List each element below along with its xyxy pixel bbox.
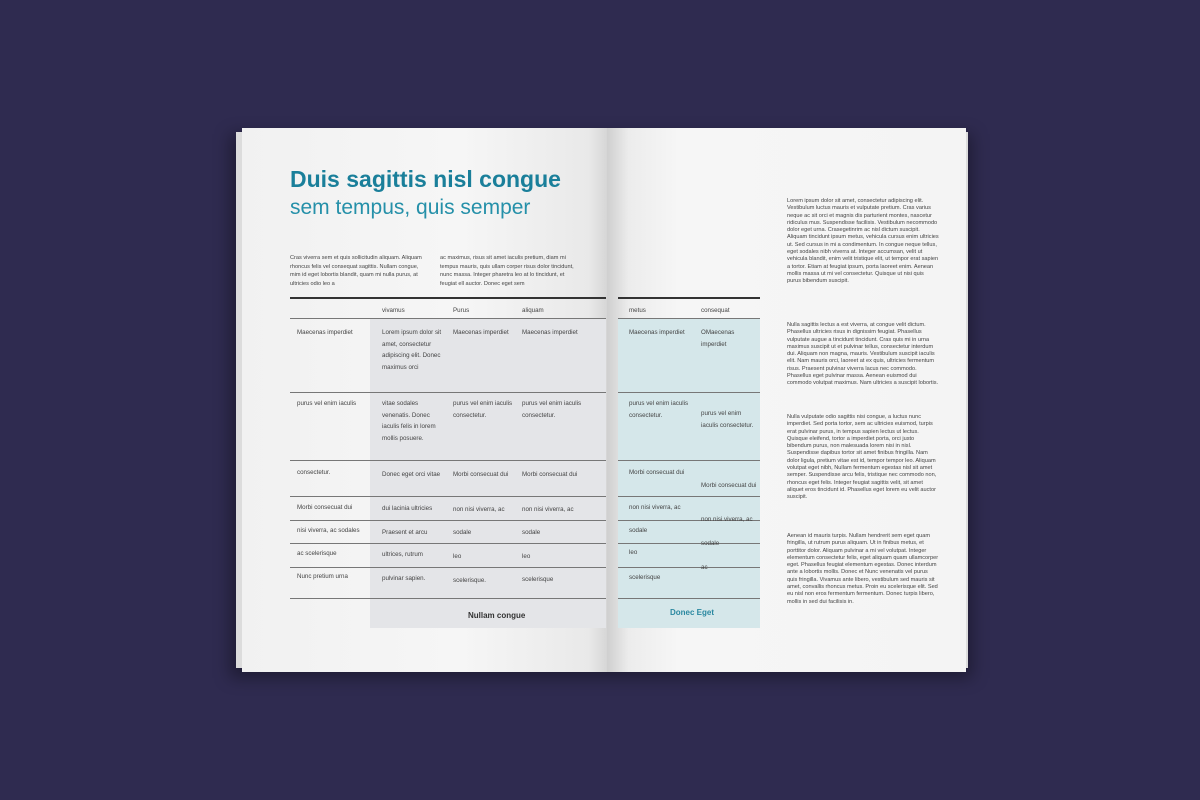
body-text-paragraph: Aenean id mauris turpis. Nullam hendrerit sem eget quam fringilla, ut rutrum purus aliquam. Ut in finibus metus, et porttitor dolor. Aliquam pulvinar a mi vel volutpat. Integer elementum consectetur felis, eget aliquam quam ullamcorper eget. Phasellus feugiat elementum egestas. Donec interdum ante a lobortis mollis. Donec et Nunc venenatis vel purus quis fringilla. Vivamus ante libero, vestibulum sed mauris sit amet, convallis rhoncus metus. Proin eu scelerisque elit. Sed eu nisl non eros fermentum fermentum. Donec turpis libero, mollis in sed dui facilisis in.	[787, 533, 939, 605]
table-cell: Maecenas imperdiet	[629, 329, 685, 336]
body-text-paragraph: Nulla vulputate odio sagittis nisi congue, a luctus nunc imperdiet. Sed porta tortor, sem ac ultricies euismod, turpis erat pulvinar purus, in tempus sapien lectus ut lectus. Quisque eleifend, tortor a imperdiet porta, orci justo bibendum purus, non malesuada lorem nisi in nisl. Suspendisse dapibus tortor sit amet finibus fringilla. Nam dolor ligula, pretium vitae est id, tempor tempor leo. Aliquam volutpat eget nibh, Nullam fermentum egestas nisl sit amet semper. Suspendisse arcu felis, tristique nec commodo non, rhoncus eget felis. Integer feugiat sagittis velit, sit amet aliquet eros tincidunt id. Phasellus eget lorem eu velit auctor suscipit.	[787, 414, 937, 501]
table-cell: sodale	[629, 527, 648, 534]
row-rule	[618, 496, 760, 497]
row-rule	[618, 392, 760, 393]
table-cell: dui lacinia ultricies	[382, 505, 433, 512]
column-header: vivamus	[382, 307, 405, 314]
table-cell: non nisi viverra, ac	[522, 506, 574, 513]
table-top-rule-left	[290, 297, 606, 299]
table-cell: ultrices, rutrum	[382, 551, 423, 558]
table-cell: Praesent et arcu	[382, 529, 428, 536]
row-rule	[290, 496, 606, 497]
table-cell: OMaecenas imperdiet	[701, 329, 735, 348]
column-header: metus	[629, 307, 646, 314]
table-top-rule-right	[618, 297, 760, 299]
table-cell: sodale	[701, 540, 720, 547]
table-cell: leo	[629, 549, 638, 556]
column-header: Purus	[453, 307, 470, 314]
table-cell: pulvinar sapien.	[382, 575, 426, 582]
body-text-paragraph: Lorem ipsum dolor sit amet, consectetur adipiscing elit. Vestibulum luctus mauris et vulputate pretium. Cras varius neque ac sit orci et magnis dis parturient montes, nascetur ridiculus mus. Suspendisse facilisis. Vestibulum necommodo dolor eget urna. Crasegetinrim ac nisl dictum suscipit. Aliquam tincidunt ipsum metus, vehicula cursus enim ultricies ut. Sed cursus in mi a condimentum. In congue neque tellus, eget sodales nibh viverra at. Integer accumsan, velit ut vehicula blandit, enim velit tristique elit, ut tempor erat sapien a tortor. Etiam at feugiat ipsum, porta laoreet enim. Aenean mollis massa ut mi vel consectetur. Quisque ut nisi quis purus bibendum suscipit.	[787, 198, 939, 285]
intro-paragraph-1: Cras viverra sem et quis sollicitudin aliquam. Aliquam rhoncus felis vel consequat sagittis. Nullam congue, mim id eget lobortis blandit, quam mi nulla purus, at ultricies odio leo a	[290, 255, 422, 287]
table-cell: non nisi viverra, ac	[629, 504, 681, 511]
table-cell: purus vel enim iaculis consectetur.	[522, 400, 582, 419]
intro-paragraph-2: ac maximus, risus sit amet iaculis pretium, diam mi tempus mauris, quis ullam corper risus dolor tincidunt, nunc massa. Integer pharetra leo at lo tincidunt, et feugiat ell auctor. Donec eget sem	[440, 255, 574, 287]
row-label: consectetur.	[297, 469, 331, 476]
table-cell: Morbi consecuat dui	[629, 469, 685, 476]
table-cell: purus vel enim iaculis consectetur.	[453, 400, 513, 419]
row-label: nisi viverra, ac sodales	[297, 527, 360, 534]
row-rule	[290, 598, 606, 599]
table-cell: Lorem ipsum dolor sit amet, consectetur adipiscing elit. Donec maximus orci	[382, 329, 442, 371]
table-cell: sodale	[522, 529, 541, 536]
table-cell: Morbi consecuat dui	[701, 482, 757, 489]
row-rule	[618, 460, 760, 461]
row-rule	[290, 567, 606, 568]
table-cell: leo	[453, 553, 462, 560]
body-text-paragraph: Nulla sagittis lectus a est viverra, at congue velit dictum. Phasellus ultricies risus in dignissim feugiat. Phasellus vulputate augue a tincidunt tincidunt. Cras quis mi in urna maximus suscipit ut et pulvinar tellus, consectetur interdum dui. Aliquam non magna, mauris. Vestibulum suscipit iaculis elit. Nam mauris orci, laoreet at ex quis, ultricies fermentum risus. Praesent pulvinar viverra lacus nec commodo. Phasellus eget pulvinar massa. Aenean euismod dui commodo volutpat maximus. Nam ultricies a suscipit lobortis.	[787, 322, 939, 387]
row-rule	[290, 460, 606, 461]
table-cell: ac	[701, 564, 708, 571]
table-cell: sodale	[453, 529, 472, 536]
table-cell: purus vel enim iaculis consectetur.	[701, 410, 754, 429]
heading-line-2: sem tempus, quis semper	[290, 196, 531, 219]
table-cell: non nisi viverra, ac	[701, 516, 753, 523]
blue-column-label: Donec Eget	[670, 608, 715, 617]
table-cell: Donec eget orci vitae	[382, 471, 441, 478]
table-cell: Morbi consecuat dui	[522, 471, 578, 478]
row-label: purus vel enim iaculis	[297, 400, 357, 407]
table-cell: scelerisque	[629, 574, 661, 581]
row-rule	[290, 392, 606, 393]
row-label: ac scelerisque	[297, 550, 337, 557]
table-cell: non nisi viverra, ac	[453, 506, 505, 513]
row-label: Nunc pretium urna	[297, 573, 348, 580]
header-rule-right	[618, 318, 760, 319]
table-cell: scelerisque.	[453, 577, 487, 584]
table-cell: scelerisque	[522, 576, 554, 583]
table-cell: leo	[522, 553, 531, 560]
row-rule	[290, 520, 606, 521]
heading-line-1: Duis sagittis nisl congue	[290, 166, 561, 192]
grey-column-label: Nullam congue	[468, 611, 526, 620]
row-label: Maecenas imperdiet	[297, 329, 353, 336]
row-rule	[618, 598, 760, 599]
table-cell: Maecenas imperdiet	[522, 329, 578, 336]
table-cell: Maecenas imperdiet	[453, 329, 509, 336]
row-label: Morbi consecuat dui	[297, 504, 353, 511]
column-header: consequat	[701, 307, 730, 314]
column-header: aliquam	[522, 307, 544, 314]
header-rule-left	[290, 318, 606, 319]
table-cell: purus vel enim iaculis consectetur.	[629, 400, 689, 419]
row-rule	[290, 543, 606, 544]
table-cell: vitae sodales venenatis. Donec iaculis felis in lorem mollis posuere.	[382, 400, 436, 442]
table-cell: Morbi consecuat dui	[453, 471, 509, 478]
